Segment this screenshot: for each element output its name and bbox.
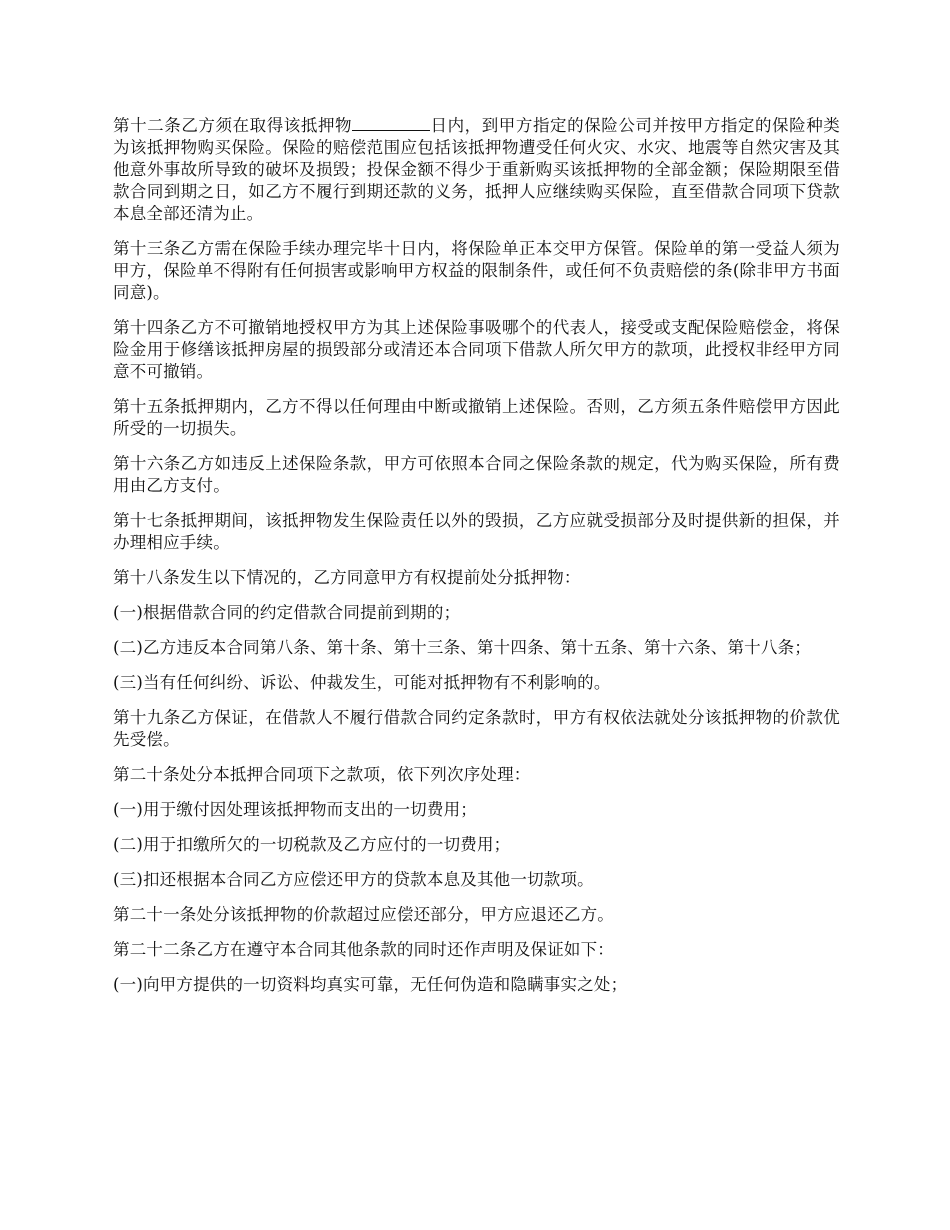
paragraph-article-19: 第十九条乙方保证，在借款人不履行借款合同约定条款时，甲方有权依法就处分该抵押物的价款优先受偿。: [113, 708, 840, 749]
article-12-text-start: 第十二条乙方须在取得该抵押物: [113, 116, 353, 135]
paragraph-article-12: [113, 113, 840, 225]
paragraph-article-18: 第十八条发生以下情况的，乙方同意甲方有权提前处分抵押物：: [113, 568, 581, 587]
list-item-18-2: (二)乙方违反本合同第八条、第十条、第十三条、第十四条、第十五条、第十六条、第十八条；: [113, 638, 811, 657]
paragraph-article-15: 第十五条抵押期内，乙方不得以任何理由中断或撤销上述保险。否则，乙方须五条件赔偿甲方因此所受的一切损失。: [113, 397, 840, 438]
paragraph-article-13: 第十三条乙方需在保险手续办理完毕十日内，将保险单正本交甲方保管。保险单的第一受益人须为甲方，保险单不得附有任何损害或影响甲方权益的限制条件，或任何不负责赔偿的条(除非甲方书面同意)。: [113, 239, 840, 302]
list-item-18-3: (三)当有任何纠纷、诉讼、仲裁发生，可能对抵押物有不利影响的。: [113, 673, 611, 692]
paragraph-article-16: 第十六条乙方如违反上述保险条款，甲方可依照本合同之保险条款的规定，代为购买保险，所有费用由乙方支付。: [113, 454, 840, 495]
paragraph-article-22: 第二十二条乙方在遵守本合同其他条款的同时还作声明及保证如下：: [113, 940, 614, 959]
paragraph-article-21: 第二十一条处分该抵押物的价款超过应偿还部分，甲方应退还乙方。: [113, 905, 614, 924]
days-blank-underline: [352, 113, 430, 131]
paragraph-article-17: 第十七条抵押期间，该抵押物发生保险责任以外的毁损，乙方应就受损部分及时提供新的担保，并办理相应手续。: [113, 511, 840, 552]
list-item-20-2: (二)用于扣缴所欠的一切税款及乙方应付的一切费用；: [113, 835, 511, 854]
list-item-20-3: (三)扣还根据本合同乙方应偿还甲方的贷款本息及其他一切款项。: [113, 870, 594, 889]
list-item-22-1: (一)向甲方提供的一切资料均真实可靠，无任何伪造和隐瞒事实之处；: [113, 975, 628, 994]
list-item-20-1: (一)用于缴付因处理该抵押物而支出的一切费用；: [113, 800, 477, 819]
paragraph-article-20: 第二十条处分本抵押合同项下之款项，依下列次序处理：: [113, 765, 531, 784]
list-item-18-1: (一)根据借款合同的约定借款合同提前到期的；: [113, 603, 461, 622]
article-12-text-end: 日内，到甲方指定的保险公司并按甲方指定的保险种类为该抵押物购买保险。保险的赔偿范围应包括该抵押物遭受任何火灾、水灾、地震等自然灾害及其他意外事故所导致的破坏及损毁；投保金额不得少于重新购买该抵押物的全部金额；保险期限至借款合同到期之日，如乙方不履行到期还款的义务，抵押人应继续购买保险，直至借款合同项下贷款本息全部还清为止。: [113, 116, 840, 223]
paragraph-article-14: 第十四条乙方不可撤销地授权甲方为其上述保险事吸哪个的代表人，接受或支配保险赔偿金，将保险金用于修缮该抵押房屋的损毁部分或清还本合同项下借款人所欠甲方的款项，此授权非经甲方同意不可撤销。: [113, 318, 840, 381]
document-body: [113, 113, 840, 1009]
